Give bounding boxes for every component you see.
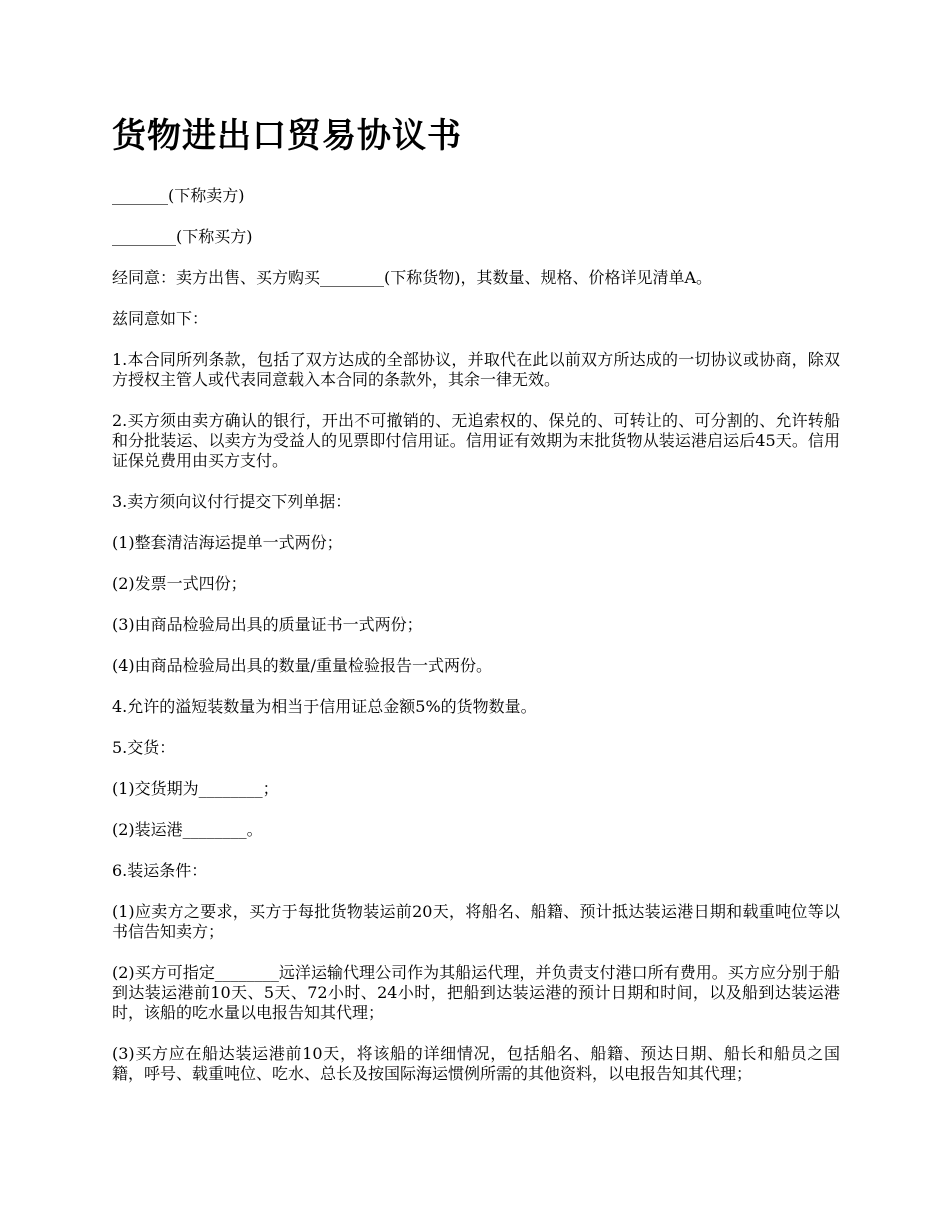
clause-5-item-2: (2)装运港________。 [112, 820, 263, 839]
agreement-intro: 经同意：卖方出售、买方购买________(下称货物)，其数量、规格、价格详见清单A。 [112, 268, 713, 287]
clause-3-item-3: (3)由商品检验局出具的质量证书一式两份； [112, 615, 423, 634]
clause-3-item-1: (1)整套清洁海运提单一式两份； [112, 533, 343, 552]
seller-line: _______(下称卖方) [112, 186, 245, 205]
clause-2: 2.买方须由卖方确认的银行，开出不可撤销的、无追索权的、保兑的、可转让的、可分割的、允许转船和分批装运、以卖方为受益人的见票即付信用证。信用证有效期为末批货物从装运港启运后45天。信用证保兑费用由买方支付。 [112, 411, 840, 470]
clause-4: 4.允许的溢短装数量为相当于信用证总金额5%的货物数量。 [112, 697, 537, 716]
clause-3-item-2: (2)发票一式四份； [112, 574, 247, 593]
buyer-line: ________(下称买方) [112, 227, 253, 246]
document-title: 货物进出口贸易协议书 [112, 116, 462, 156]
clause-6: 6.装运条件： [112, 861, 208, 880]
clause-1: 1.本合同所列条款，包括了双方达成的全部协议，并取代在此以前双方所达成的一切协议或协商，除双方授权主管人或代表同意载入本合同的条款外，其余一律无效。 [112, 350, 840, 389]
clause-3: 3.卖方须向议付行提交下列单据： [112, 492, 352, 511]
clause-5: 5.交货： [112, 738, 176, 757]
document-page [112, 112, 840, 1105]
clause-6-item-1: (1)应卖方之要求，买方于每批货物装运前20天，将船名、船籍、预计抵达装运港日期和载重吨位等以书信告知卖方； [112, 902, 840, 941]
clause-3-item-4: (4)由商品检验局出具的数量/重量检验报告一式两份。 [112, 656, 493, 675]
clause-6-item-3: (3)买方应在船达装运港前10天，将该船的详细情况，包括船名、船籍、预达日期、船长和船员之国籍，呼号、载重吨位、吃水、总长及按国际海运惯例所需的其他资料，以电报告知其代理； [112, 1044, 840, 1083]
clause-6-item-2: (2)买方可指定________远洋运输代理公司作为其船运代理，并负责支付港口所有费用。买方应分别于船到达装运港前10天、5天、72小时、24小时，把船到达装运港的预计日期和时间，以及船到达装运港时，该船的吃水量以电报告知其代理； [112, 963, 840, 1022]
clause-5-item-1: (1)交货期为________； [112, 779, 279, 798]
agreement-lead: 兹同意如下： [112, 309, 209, 328]
